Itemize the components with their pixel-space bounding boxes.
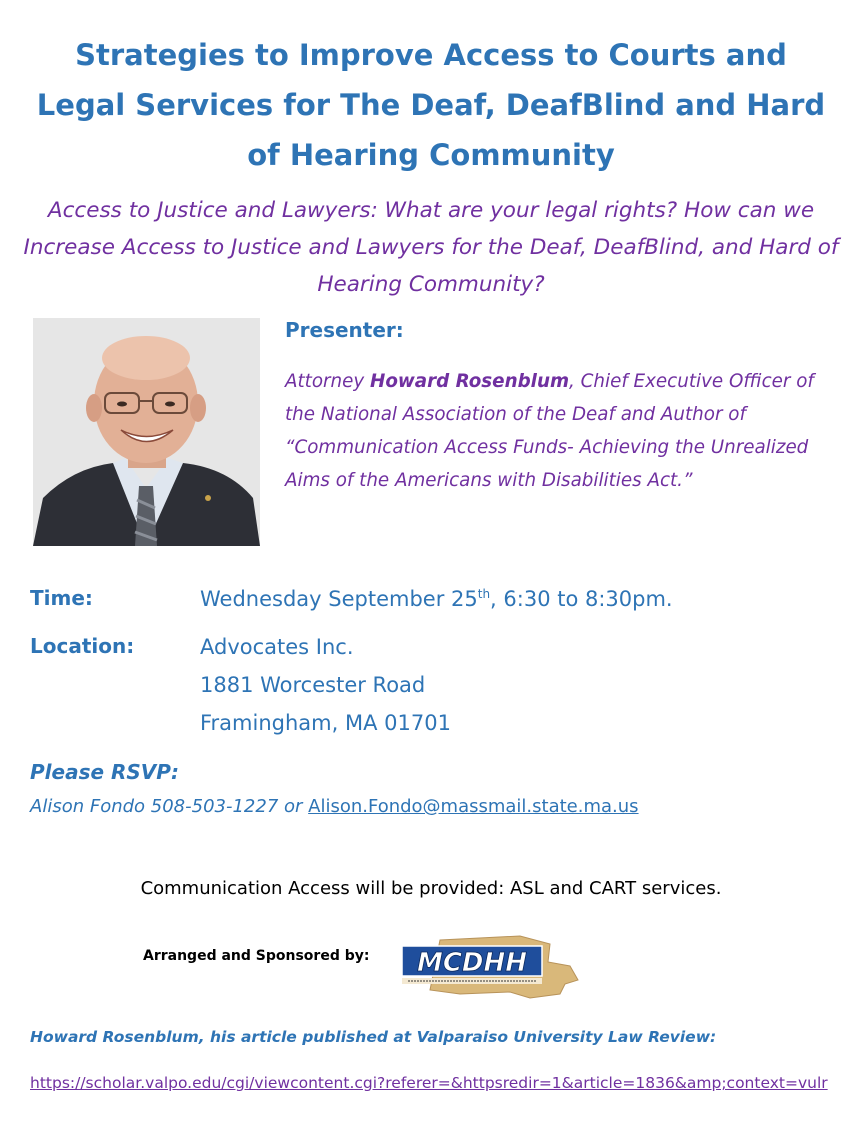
- presenter-description: , Chief Executive Officer of the National Association of the Deaf and Author of “Communication Access Funds- Achieving the Unrealized Aims of the Americans with Disabilities Act.”: [285, 371, 814, 491]
- rsvp-contact-text: Alison Fondo 508-503-1227 or: [30, 796, 309, 817]
- presenter-name: Howard Rosenblum: [370, 371, 570, 392]
- page-title: Strategies to Improve Access to Courts and Legal Services for The Deaf, DeafBlind and Hard of Hearing Community: [36, 38, 826, 172]
- time-label: Time:: [30, 586, 93, 610]
- article-heading: Howard Rosenblum, his article published at Valparaiso University Law Review:: [30, 1028, 717, 1046]
- subtitle: Access to Justice and Lawyers: What are your legal rights? How can we Increase Access to Justice and Lawyers for the Deaf, DeafBlind, and Hard of Hearing Community?: [23, 198, 839, 297]
- location-line1: Advocates Inc.: [200, 635, 354, 659]
- access-note: Communication Access will be provided: ASL and CART services.: [140, 878, 722, 899]
- presenter-bio: [285, 365, 840, 497]
- article-link[interactable]: https://scholar.valpo.edu/cgi/viewcontent.cgi?referer=&httpsredir=1&article=1836&amp;context=vulr: [30, 1074, 828, 1092]
- rsvp-contact: [30, 796, 639, 817]
- time-range: , 6:30 to 8:30pm.: [490, 587, 673, 611]
- rsvp-heading: Please RSVP:: [30, 760, 179, 784]
- time-date: Wednesday September 25: [200, 587, 478, 611]
- sponsor-label: Arranged and Sponsored by:: [143, 948, 370, 964]
- time-value: [200, 580, 673, 618]
- location-label: Location:: [30, 634, 135, 658]
- presenter-photo: [33, 318, 260, 546]
- location-line2: 1881 Worcester Road: [200, 673, 426, 697]
- location-line3: Framingham, MA 01701: [200, 711, 451, 735]
- presenter-heading: Presenter:: [285, 318, 404, 342]
- svg-text:MCDHH: MCDHH: [416, 948, 528, 978]
- time-date-suffix: th: [477, 587, 491, 601]
- mcdhh-logo: [400, 932, 590, 1004]
- rsvp-email-link[interactable]: Alison.Fondo@massmail.state.ma.us: [308, 796, 639, 817]
- presenter-prefix: Attorney: [285, 371, 371, 392]
